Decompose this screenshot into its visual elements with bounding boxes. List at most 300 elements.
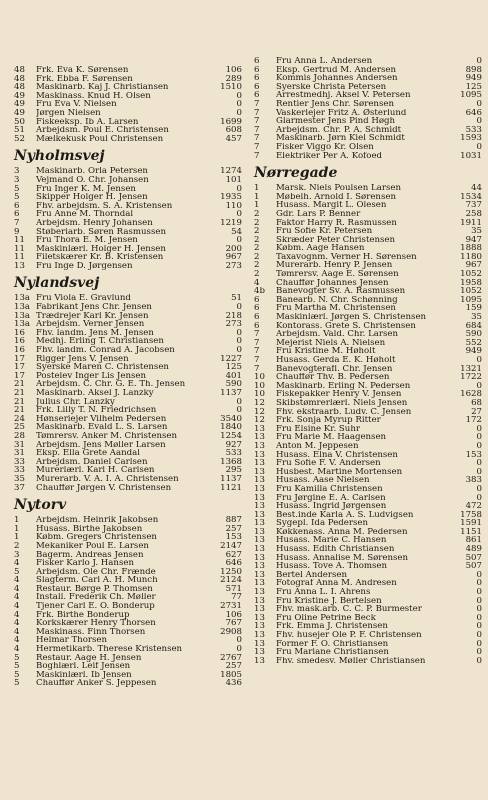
resident-name: Fhv. ekstraarb. Ludv. C. Jensen: [276, 407, 412, 417]
resident-name: Syerske Maren C. Christensen: [36, 363, 169, 372]
phone-number: 0: [236, 100, 242, 109]
directory-entry: [14, 542, 242, 551]
phone-number: 1227: [220, 354, 242, 364]
directory-entry: [14, 679, 242, 688]
resident-name: Fru Eva V. Nielsen: [36, 100, 117, 109]
directory-entry: [254, 193, 482, 202]
directory-entry: [14, 253, 242, 262]
resident-name: Jørgen Nielsen: [36, 108, 101, 118]
phone-number: 0: [476, 648, 482, 657]
phone-number: 273: [225, 261, 242, 271]
resident-name: Bagerm. Andreas Jensen: [36, 550, 144, 560]
directory-entry: [14, 516, 242, 525]
house-number: 13a: [14, 320, 31, 329]
directory-entry: [254, 279, 482, 288]
house-number: 2: [254, 227, 260, 236]
phone-number: 1699: [220, 117, 242, 127]
directory-entry: [14, 466, 242, 475]
street-section: [14, 149, 242, 270]
directory-entry: [254, 622, 482, 631]
directory-entry: [254, 451, 482, 460]
house-number: 7: [254, 134, 260, 143]
directory-entry: [14, 236, 242, 245]
house-number: 7: [254, 356, 260, 365]
phone-number: 0: [476, 596, 482, 606]
phone-number: 898: [465, 65, 482, 75]
directory-entry: [254, 536, 482, 545]
house-number: 25: [14, 423, 25, 432]
directory-entry: [254, 614, 482, 623]
directory-entry: [254, 416, 482, 425]
directory-entry: [254, 236, 482, 245]
phone-number: 0: [476, 467, 482, 477]
directory-entry: [14, 355, 242, 364]
house-number: 13: [254, 622, 265, 631]
resident-name: Fotograf Anna M. Andresen: [276, 579, 397, 589]
resident-name: Restaur. Aage H. Jensen: [36, 653, 142, 663]
house-number: 16: [14, 337, 25, 347]
house-number: 48: [14, 83, 25, 92]
phone-number: 1758: [460, 510, 482, 520]
phone-number: 608: [225, 126, 242, 135]
directory-entry: [14, 602, 242, 611]
phone-number: 110: [225, 201, 242, 211]
house-number: 13: [254, 510, 265, 520]
resident-name: Købm. Gregers Christensen: [36, 533, 157, 542]
house-number: 7: [254, 125, 260, 135]
phone-number: 1052: [460, 287, 482, 296]
phone-number: 0: [476, 579, 482, 589]
house-number: 13: [254, 476, 265, 485]
directory-entry: [14, 303, 242, 312]
directory-entry: [254, 313, 482, 322]
directory-entry: [14, 346, 242, 355]
phone-number: 1840: [220, 423, 242, 432]
phone-number: 1250: [220, 567, 242, 577]
resident-name: Maskinarb. Orla Petersen: [36, 167, 148, 176]
directory-entry: [14, 167, 242, 176]
directory-entry: [14, 593, 242, 602]
resident-name: Faktor Harry R. Rasmussen: [276, 218, 397, 228]
house-number: 13: [254, 579, 265, 589]
house-number: 4: [14, 619, 20, 628]
house-number: 4: [14, 559, 20, 568]
directory-entry: [14, 389, 242, 398]
directory-entry: [14, 294, 242, 303]
phone-number: 1888: [460, 244, 482, 253]
house-number: 6: [254, 65, 260, 75]
phone-number: 767: [225, 619, 242, 628]
phone-number: 1180: [460, 252, 482, 262]
house-number: 3: [14, 167, 20, 176]
phone-number: 533: [465, 125, 482, 135]
phone-number: 0: [236, 397, 242, 407]
directory-entry: [254, 502, 482, 511]
phone-number: 0: [236, 346, 242, 355]
phone-number: 1095: [460, 295, 482, 305]
resident-name: Husass. Margit L. Olesen: [276, 201, 387, 210]
resident-name: Fiskeeksp. Ib A. Larsen: [36, 117, 139, 127]
directory-entry: [254, 304, 482, 313]
directory-entry: [254, 74, 482, 83]
directory-entry: [14, 100, 242, 109]
resident-name: Fhv. landm. Jens M. Jensen: [36, 328, 154, 338]
directory-entry: [14, 337, 242, 346]
directory-entry: [254, 373, 482, 382]
phone-number: 0: [236, 108, 242, 118]
house-number: 49: [14, 100, 25, 109]
house-number: 4b: [254, 287, 265, 296]
phone-number: 218: [225, 311, 242, 321]
resident-name: Husass. Marie C. Hansen: [276, 536, 387, 546]
directory-entry: [254, 571, 482, 580]
phone-number: 1254: [220, 431, 242, 441]
phone-number: 106: [225, 610, 242, 620]
phone-number: 0: [476, 622, 482, 631]
phone-number: 590: [225, 380, 242, 389]
phone-number: 887: [225, 516, 242, 525]
phone-number: 646: [225, 559, 242, 568]
directory-entry: [254, 640, 482, 649]
house-number: 7: [254, 117, 260, 126]
directory-entry: [254, 657, 482, 666]
resident-name: Fru Kristine M. Høholt: [276, 347, 376, 356]
resident-name: Arbejdsm. Verner Jensen: [36, 320, 145, 329]
house-number: 7: [254, 338, 260, 348]
resident-name: Gdr. Lars P. Benner: [276, 209, 361, 219]
resident-name: Fru Martha M. Christensen: [276, 304, 396, 314]
directory-entry: [14, 551, 242, 560]
house-number: 2: [254, 218, 260, 228]
house-number: 3: [14, 175, 20, 185]
directory-entry: [14, 585, 242, 594]
house-number: 1: [254, 201, 260, 210]
house-number: 4: [14, 627, 20, 637]
phone-number: 0: [476, 493, 482, 503]
phone-number: 68: [471, 398, 482, 408]
phone-number: 949: [465, 347, 482, 356]
directory-entry: [14, 415, 242, 424]
house-number: 13: [254, 631, 265, 640]
street-section: [254, 57, 482, 160]
resident-name: Arrestmedhj. Aksel V. Petersen: [276, 91, 411, 100]
house-number: 33: [14, 457, 25, 467]
resident-name: Husass. Birthe Jakobsen: [36, 524, 143, 534]
house-number: 13: [254, 502, 265, 511]
directory-entry: [254, 562, 482, 571]
house-number: 13a: [14, 294, 31, 304]
resident-name: Husass. Ingrid Jørgensen: [276, 502, 387, 511]
phone-number: 153: [465, 450, 482, 460]
street-section: [14, 66, 242, 143]
phone-number: 383: [465, 476, 482, 485]
house-number: 35: [14, 474, 25, 484]
directory-entry: [254, 330, 482, 339]
house-number: 13: [254, 459, 265, 468]
directory-entry: [254, 322, 482, 331]
resident-name: Taxavognm. Verner H. Sørensen: [276, 252, 417, 262]
phone-number: 1911: [460, 218, 482, 228]
resident-name: Eksp. Ella Grete Aandal: [36, 449, 141, 458]
street-section: [14, 498, 242, 688]
phone-number: 552: [465, 338, 482, 348]
house-number: 50: [14, 117, 25, 127]
phone-number: 0: [236, 184, 242, 194]
resident-name: Fru Anne M. Thorndal: [36, 210, 134, 219]
resident-name: Maskinass. Knud H. Olsen: [36, 91, 151, 101]
street-heading: Nørregade: [254, 165, 338, 182]
phone-number: 0: [476, 613, 482, 623]
resident-name: Arbejdsm. Poul E. Christensen: [36, 126, 169, 135]
house-number: 17: [14, 363, 25, 372]
directory-entry: [254, 219, 482, 228]
house-number: 4: [14, 636, 20, 646]
directory-entry: [14, 559, 242, 568]
resident-name: Køkkenass. Anna M. Pedersen: [276, 527, 408, 537]
directory-entry: [14, 380, 242, 389]
house-number: 4: [14, 576, 20, 585]
phone-number: 927: [225, 440, 242, 450]
house-number: 13: [254, 639, 265, 649]
phone-number: 35: [471, 227, 482, 236]
house-number: 2: [254, 244, 260, 253]
resident-name: Husass. Annalise M. Sørensen: [276, 553, 409, 563]
directory-entry: [14, 525, 242, 534]
house-number: 52: [14, 134, 25, 144]
phone-number: 0: [476, 142, 482, 152]
resident-name: Fiskepakker Henry V. Jensen: [276, 390, 402, 399]
resident-name: Rentier Jens Chr. Sørensen: [276, 99, 394, 109]
phone-number: 125: [225, 363, 242, 372]
directory-entry: [14, 228, 242, 237]
house-number: 6: [14, 201, 20, 211]
resident-name: Postelev Inger Lis Jensen: [36, 371, 147, 381]
resident-name: Arbejdsm. C. Chr. G. E. Th. Jensen: [36, 380, 186, 389]
resident-name: Fru Inge D. Jørgensen: [36, 261, 133, 271]
resident-name: Trædrejer Karl Kr. Jensen: [36, 311, 149, 321]
house-number: 13: [254, 450, 265, 460]
street-heading: Nytorv: [14, 497, 67, 514]
resident-name: Helmar Thorsen: [36, 636, 108, 646]
house-number: 7: [254, 347, 260, 356]
directory-entry: [14, 66, 242, 75]
house-number: 2: [254, 261, 260, 271]
house-number: 4: [14, 602, 20, 611]
house-number: 13: [254, 648, 265, 657]
house-number: 5: [14, 662, 20, 671]
house-number: 3: [14, 550, 20, 560]
directory-entry: [254, 433, 482, 442]
house-number: 13: [254, 519, 265, 528]
directory-entry: [14, 484, 242, 493]
directory-entry: [14, 645, 242, 654]
directory-entry: [254, 347, 482, 356]
phone-number: 489: [465, 545, 482, 554]
house-number: 11: [14, 236, 25, 245]
resident-name: Tømrersv. Anker M. Christensen: [36, 431, 178, 441]
directory-entry: [14, 210, 242, 219]
resident-name: Mælkekusk Poul Christensen: [36, 134, 164, 144]
directory-entry: [254, 152, 482, 161]
phone-number: 1958: [460, 278, 482, 288]
resident-name: Slagterm. Carl A. H. Munch: [36, 576, 158, 585]
house-number: 16: [14, 346, 25, 355]
directory-entry: [254, 143, 482, 152]
directory-entry: [254, 528, 482, 537]
house-number: 7: [254, 142, 260, 152]
resident-name: Chauffør Anker S. Jeppesen: [36, 679, 157, 688]
house-number: 28: [14, 431, 25, 441]
resident-name: Banearb. N. Chr. Schønning: [276, 295, 398, 305]
phone-number: 590: [465, 330, 482, 339]
phone-number: 949: [465, 74, 482, 83]
phone-number: 2731: [220, 602, 242, 611]
directory-entry: [254, 270, 482, 279]
phone-number: 1151: [460, 527, 482, 537]
directory-entry: [254, 356, 482, 365]
resident-name: Marsk. Niels Poulsen Larsen: [276, 184, 401, 193]
house-number: 7: [254, 151, 260, 161]
directory-entry: [254, 287, 482, 296]
resident-name: Arbejdsm. Henry Johansen: [36, 218, 153, 228]
phone-number: 1510: [220, 83, 242, 92]
resident-name: Skræder Peter Christensen: [276, 235, 396, 245]
directory-entry: [254, 648, 482, 657]
directory-entry: [254, 605, 482, 614]
resident-name: Arbejdsm. Ole Chr. Frænde: [36, 567, 156, 577]
phone-number: 258: [465, 209, 482, 219]
phone-number: 947: [465, 235, 482, 245]
directory-entry: [14, 576, 242, 585]
phone-number: 0: [236, 337, 242, 347]
directory-entry: [254, 459, 482, 468]
phone-number: 1935: [220, 193, 242, 202]
phone-number: 0: [476, 605, 482, 614]
house-number: 2: [254, 270, 260, 279]
directory-entry: [14, 432, 242, 441]
house-number: 11: [14, 244, 25, 254]
resident-name: Købm. Aage Hansen: [276, 244, 365, 253]
phone-number: 0: [476, 570, 482, 580]
house-number: 7: [254, 330, 260, 339]
directory-entry: [254, 442, 482, 451]
phone-number: 1591: [460, 519, 482, 528]
resident-name: Fhv. husejer Ole P. F. Christensen: [276, 631, 422, 640]
resident-name: Arbejdsm. Heinrik Jakobsen: [36, 516, 159, 525]
phone-number: 1368: [220, 457, 242, 467]
resident-name: Fru Anna L. Andersen: [276, 57, 373, 66]
house-number: 13: [254, 570, 265, 580]
resident-name: Fru Elsine Kr. Suhr: [276, 424, 360, 434]
directory-entry: [14, 109, 242, 118]
resident-name: Frk. Ebba F. Sørensen: [36, 74, 133, 84]
phone-number: 159: [465, 304, 482, 314]
directory-entry: [14, 312, 242, 321]
house-number: 6: [254, 304, 260, 314]
house-number: 2: [14, 541, 20, 551]
house-number: 21: [14, 389, 25, 398]
house-number: 4: [14, 610, 20, 620]
directory-entry: [254, 399, 482, 408]
house-number: 12: [254, 416, 265, 425]
directory-entry: [254, 545, 482, 554]
directory-entry: [14, 449, 242, 458]
directory-entry: [254, 485, 482, 494]
directory-entry: [254, 468, 482, 477]
phone-number: 0: [236, 210, 242, 219]
resident-name: Tjener Carl E. O. Bonderup: [36, 602, 155, 611]
phone-number: 54: [231, 227, 242, 237]
resident-name: Elektriker Per A. Kofoed: [276, 151, 383, 161]
house-number: 49: [14, 91, 25, 101]
phone-number: 1137: [220, 389, 242, 398]
resident-name: Fru Jørgine E. A. Carlsen: [276, 493, 386, 503]
directory-entry: [14, 611, 242, 620]
phone-number: 0: [476, 433, 482, 442]
phone-number: 507: [465, 562, 482, 571]
phone-number: 436: [225, 679, 242, 688]
resident-name: Eksp. Gertrud M. Andersen: [276, 65, 396, 75]
phone-number: 77: [231, 593, 242, 603]
house-number: 6: [254, 91, 260, 100]
house-number: 5: [14, 184, 20, 194]
directory-entry: [14, 406, 242, 415]
phone-number: 0: [476, 381, 482, 391]
resident-name: Rigger Jens V. Jensen: [36, 354, 129, 364]
resident-name: Fru Mariane Christiansen: [276, 648, 389, 657]
phone-number: 0: [476, 484, 482, 494]
resident-name: Frk. Emma J. Christensen: [276, 622, 388, 631]
resident-name: Anton M. Jeppesen: [276, 441, 359, 451]
house-number: 13: [254, 596, 265, 606]
resident-name: Sygepl. Ida Pedersen: [276, 519, 369, 528]
directory-entry: [14, 363, 242, 372]
directory-entry: [254, 91, 482, 100]
resident-name: Husass. Gerda E. K. Høholt: [276, 356, 396, 365]
resident-name: Maskinlærl. Holger H. Jensen: [36, 244, 166, 254]
resident-name: Husass. Tove A. Thomsen: [276, 562, 388, 571]
directory-entry: [254, 134, 482, 143]
house-number: 17: [14, 371, 25, 381]
house-number: 13: [254, 545, 265, 554]
directory-entry: [254, 365, 482, 374]
house-number: 24: [14, 414, 25, 424]
phone-number: 2124: [220, 576, 242, 585]
house-number: 21: [14, 380, 25, 389]
house-number: 31: [14, 440, 25, 450]
resident-name: Maskinarb. Evald L. S. Larsen: [36, 423, 168, 432]
directory-entry: [14, 185, 242, 194]
phone-number: 571: [225, 584, 242, 594]
phone-number: 457: [225, 134, 242, 144]
street-heading: Nylandsvej: [14, 275, 100, 292]
house-number: 1: [14, 524, 20, 534]
directory-entry: [254, 100, 482, 109]
resident-name: Husass. Edith Christiansen: [276, 545, 395, 554]
house-number: 12: [254, 407, 265, 417]
directory-entry: [254, 579, 482, 588]
phone-number: 472: [465, 502, 482, 511]
house-number: 5: [14, 653, 20, 663]
street-section: [14, 276, 242, 492]
resident-name: Fru Inger K. M. Jensen: [36, 184, 136, 194]
resident-name: Frk. Lilly T. N. Friedrichsen: [36, 406, 157, 415]
house-number: 4: [14, 593, 20, 603]
resident-name: Frk. Sonja Myrup Ritter: [276, 416, 381, 425]
resident-name: Fisker Karlo J. Hansen: [36, 559, 134, 568]
resident-name: Skibstømrerlærl. Niels Jensen: [276, 398, 408, 408]
directory-entry: [14, 320, 242, 329]
